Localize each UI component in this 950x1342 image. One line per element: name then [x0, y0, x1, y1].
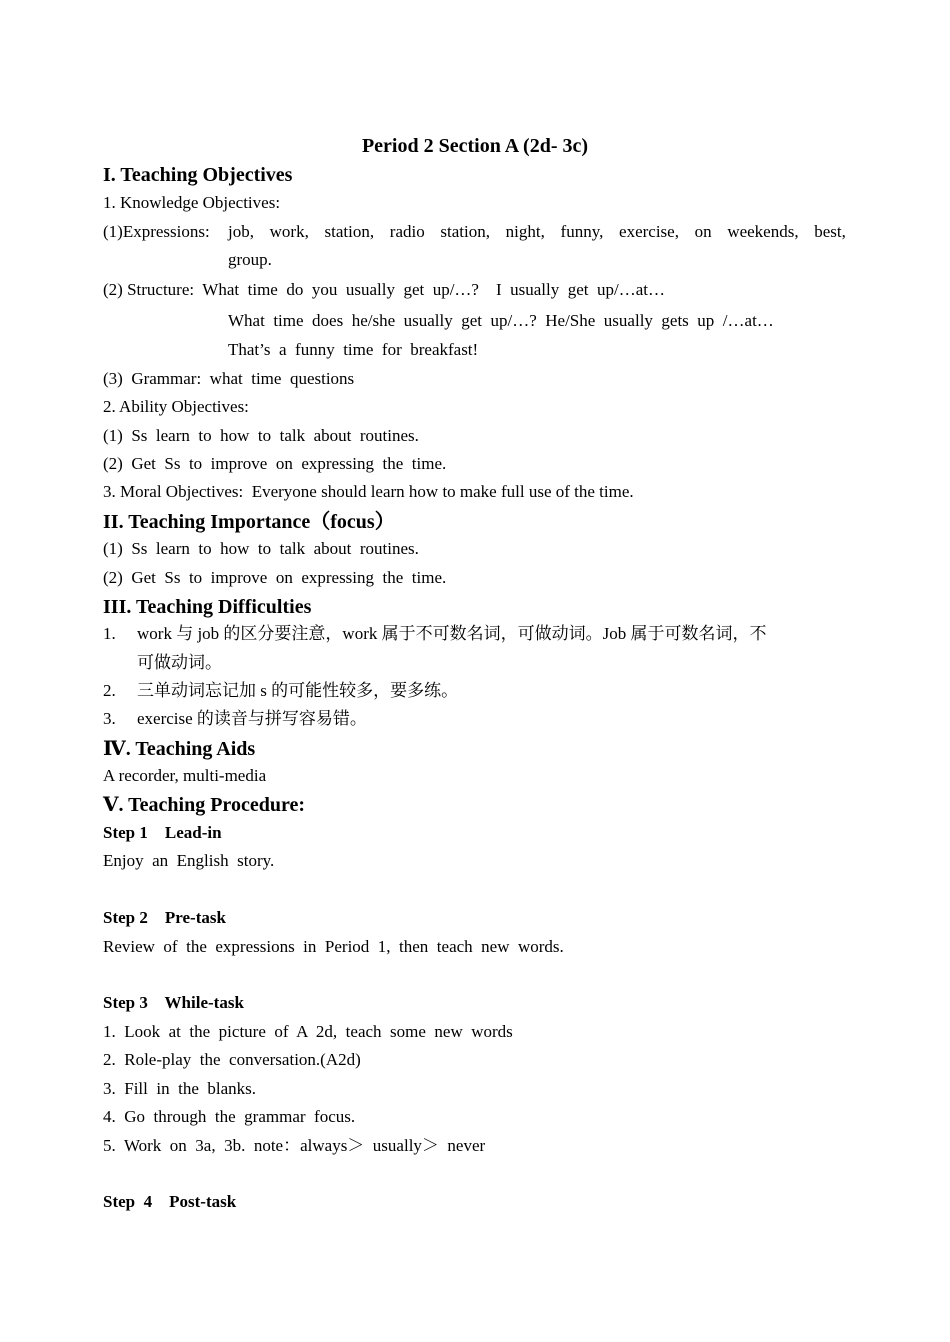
expressions-words: [228, 221, 846, 243]
difficulty-item: 三单动词忘记加 s 的可能性较多，要多练。: [137, 681, 459, 700]
section-heading-difficulties: III. Teaching Difficulties: [103, 596, 312, 618]
step-3-item: 4. Go through the grammar focus.: [103, 1107, 356, 1126]
expression-word: exercise,: [619, 222, 679, 241]
aids-text: A recorder, multi-media: [103, 766, 267, 785]
step-2-label: Step 2 Pre-task: [103, 908, 226, 927]
expressions-continuation: group.: [228, 250, 272, 269]
step-1-text: Enjoy an English story.: [103, 851, 275, 870]
step-3-item: 1. Look at the picture of A 2d, teach some new words: [103, 1022, 513, 1041]
expression-word: on: [694, 222, 712, 241]
step-3-item: 5. Work on 3a, 3b. note：always＞ usually＞ never: [103, 1136, 486, 1155]
structure-line-1: (2) Structure: What time do you usually get up/…? I usually get up/…at…: [103, 280, 666, 299]
difficulty-item: work 与 job 的区分要注意，work 属于不可数名词，可做动词。Job 属于可数名词，不: [137, 624, 767, 643]
expression-word: station,: [440, 222, 490, 241]
section-heading-importance: II. Teaching Importance（focus）: [103, 511, 395, 533]
section-heading-aids: Ⅳ. Teaching Aids: [103, 738, 256, 760]
ability-item-1: (1) Ss learn to how to talk about routines.: [103, 426, 419, 445]
section-heading-procedure: Ⅴ. Teaching Procedure:: [103, 794, 306, 816]
step-1-label: Step 1 Lead-in: [103, 823, 222, 842]
grammar-line: (3) Grammar: what time questions: [103, 369, 355, 388]
step-2-text: Review of the expressions in Period 1, then teach new words.: [103, 937, 564, 956]
step-4-label: Step 4 Post-task: [103, 1192, 237, 1211]
ability-item-2: (2) Get Ss to improve on expressing the time.: [103, 454, 447, 473]
step-3-item: 3. Fill in the blanks.: [103, 1079, 256, 1098]
expressions-label: (1)Expressions:: [103, 222, 210, 241]
section-heading-objectives: I. Teaching Objectives: [103, 164, 293, 186]
expression-word: night,: [505, 222, 545, 241]
moral-objectives: 3. Moral Objectives: Everyone should learn how to make full use of the time.: [103, 482, 634, 501]
expression-word: station,: [324, 222, 375, 241]
expression-word: weekends,: [727, 222, 799, 241]
expression-word: funny,: [560, 222, 604, 241]
difficulty-item: exercise 的读音与拼写容易错。: [137, 709, 367, 728]
difficulty-number: 1.: [103, 624, 116, 643]
expression-word: job,: [228, 222, 254, 241]
difficulty-item-continuation: 可做动词。: [137, 653, 222, 672]
knowledge-objectives-label: 1. Knowledge Objectives:: [103, 193, 281, 212]
expression-word: work,: [269, 222, 309, 241]
step-3-item: 2. Role-play the conversation.(A2d): [103, 1050, 361, 1069]
importance-item-2: (2) Get Ss to improve on expressing the time.: [103, 568, 447, 587]
difficulty-number: 2.: [103, 681, 116, 700]
step-3-label: Step 3 While-task: [103, 993, 244, 1012]
ability-objectives-label: 2. Ability Objectives:: [103, 397, 249, 416]
structure-line-3: That’s a funny time for breakfast!: [228, 340, 479, 359]
page-title: Period 2 Section A (2d- 3c): [361, 135, 589, 157]
expression-word: radio: [389, 222, 425, 241]
difficulty-number: 3.: [103, 709, 116, 728]
importance-item-1: (1) Ss learn to how to talk about routines.: [103, 539, 419, 558]
expression-word: best,: [814, 222, 846, 241]
structure-line-2: What time does he/she usually get up/…? He/She usually gets up /…at…: [228, 311, 774, 330]
